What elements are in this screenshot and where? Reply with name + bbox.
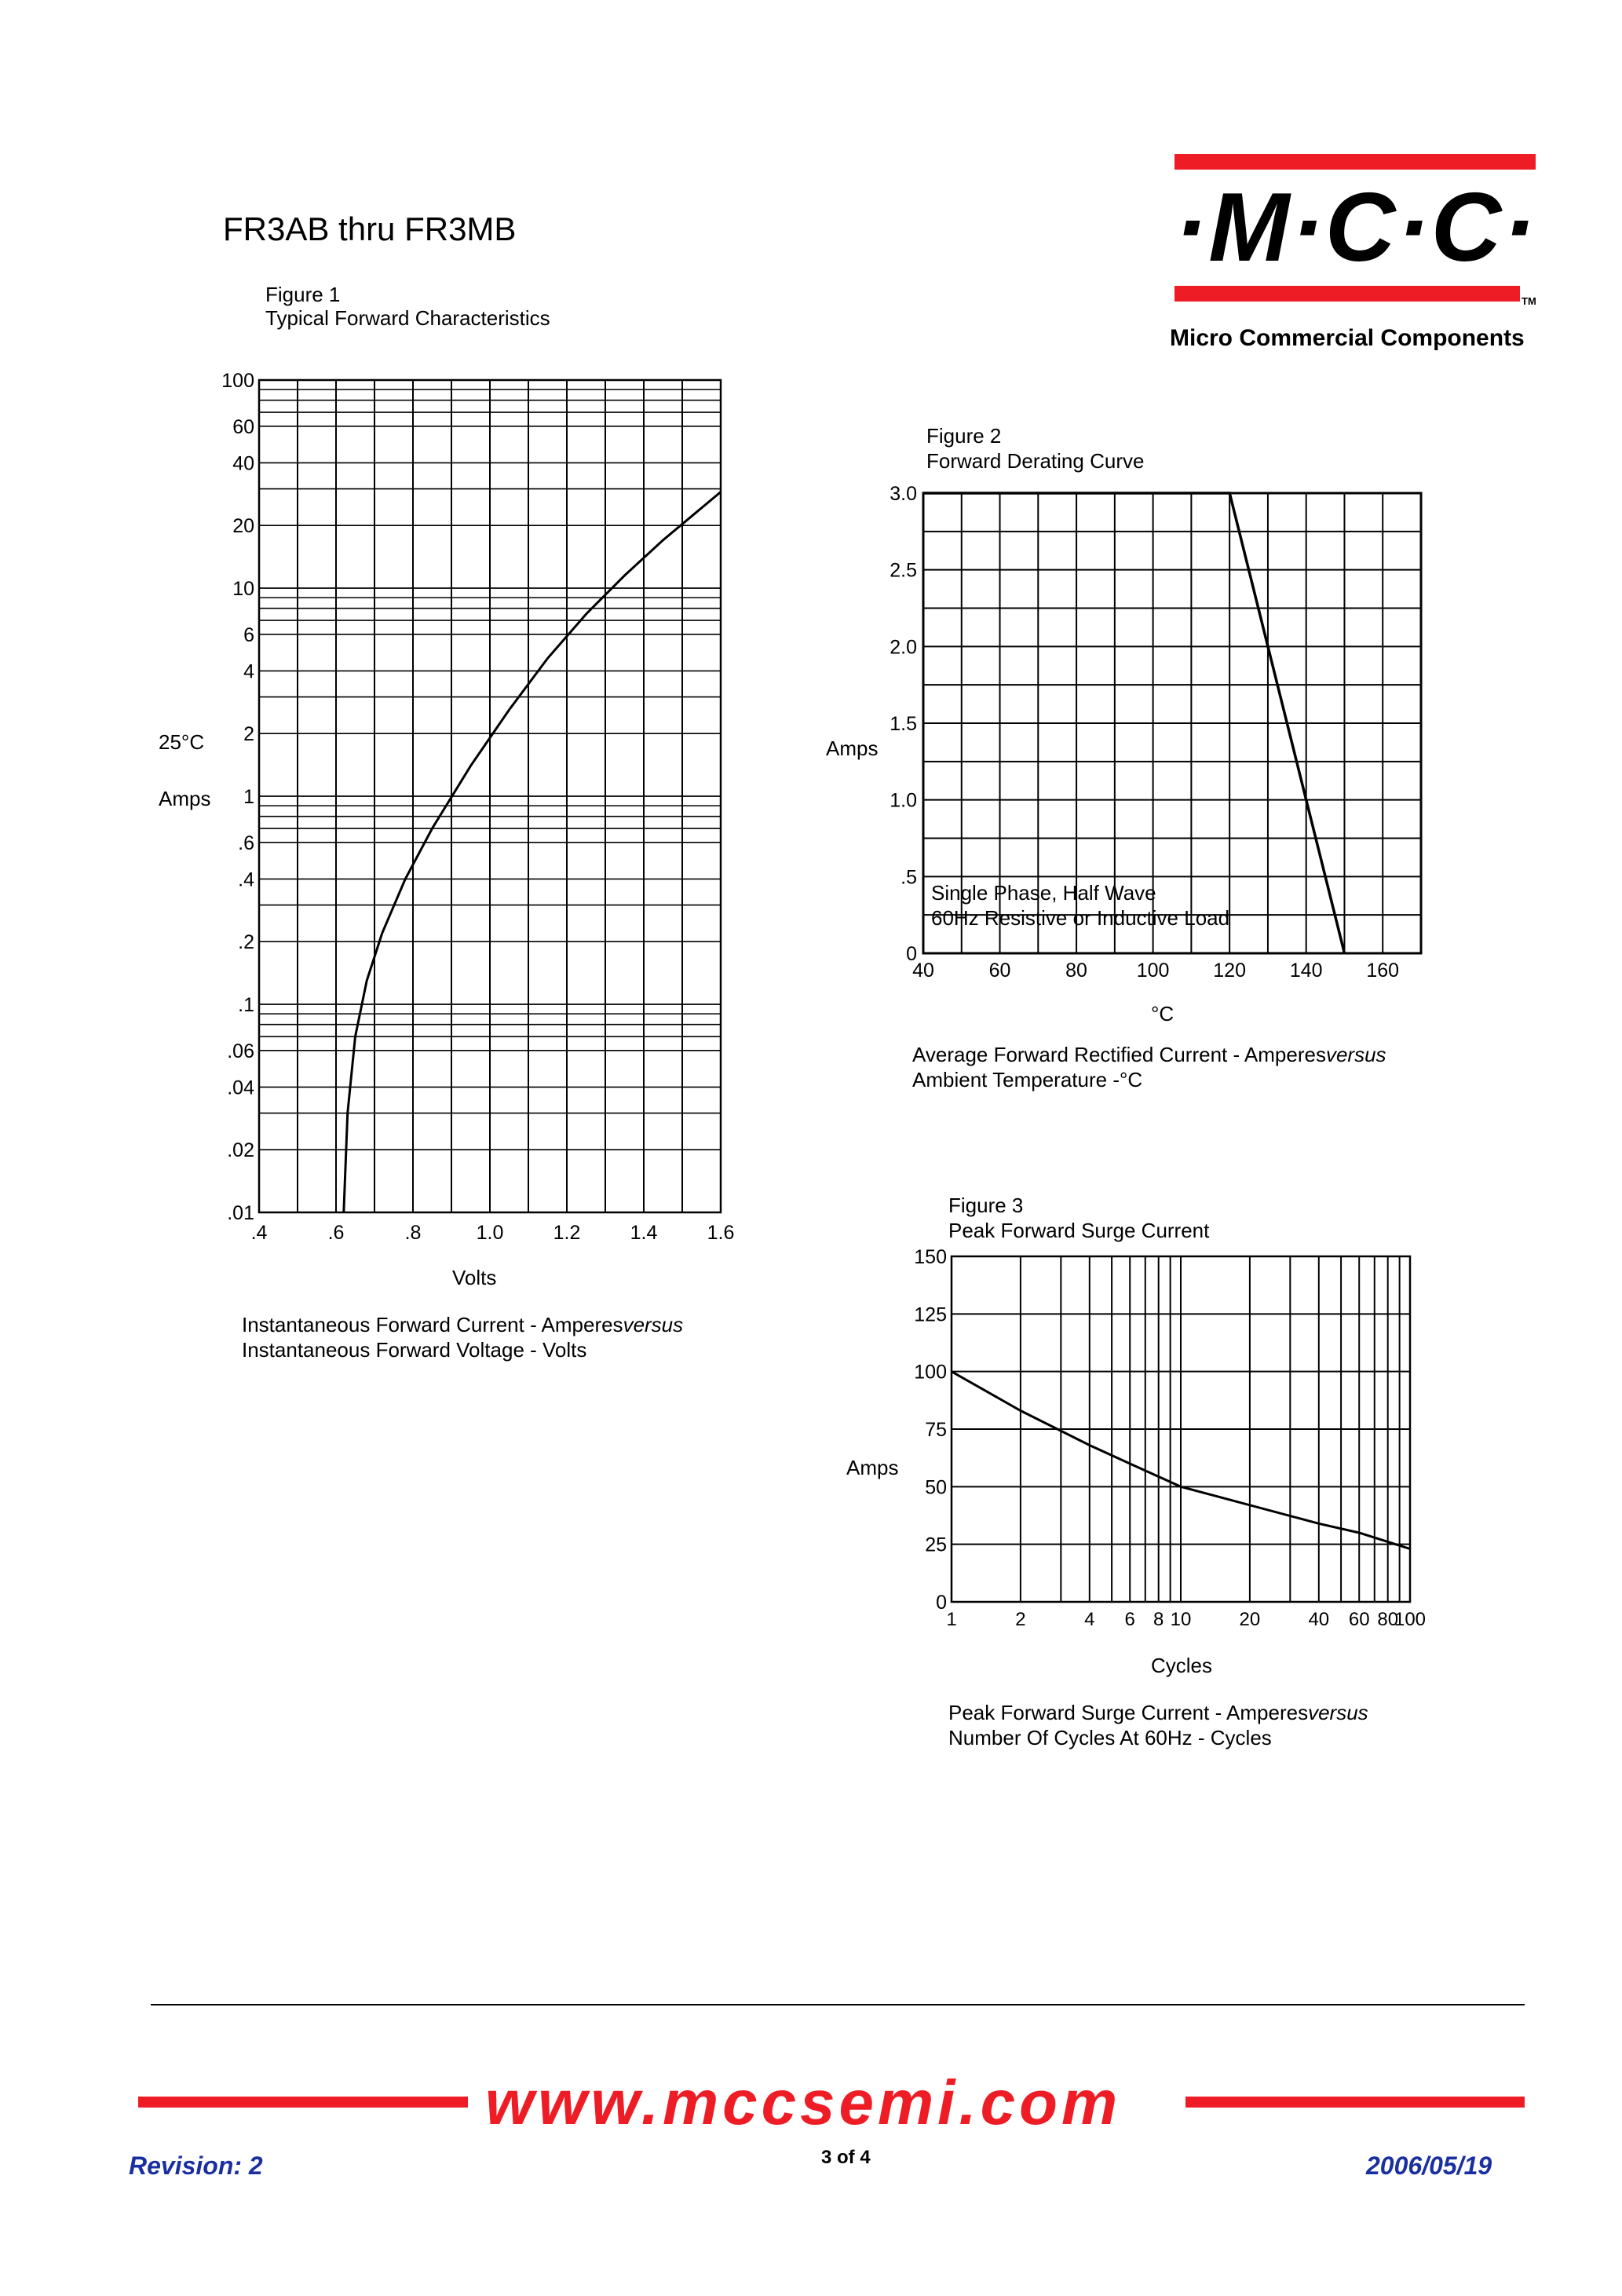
figure3-caption-text: Peak Forward Surge Current - Amperes [948,1701,1309,1724]
figure3-title: Peak Forward Surge Current [948,1219,1210,1242]
figure1-caption-versus: versus [623,1313,684,1336]
figure1-y-tick-label: .04 [227,1077,254,1099]
figure2-x-tick-label: 40 [912,960,934,982]
figure2-x-tick-label: 60 [988,960,1011,982]
figure3-y-tick-label: 150 [914,1246,947,1268]
figure3-x-tick-label: 2 [1015,1609,1026,1630]
figure1-ylabel-unit: Amps [159,787,211,810]
figure1-y-tick-label: 40 [232,452,254,475]
figure2-title: Forward Derating Curve [926,449,1145,473]
website-url[interactable] [485,2067,1121,2139]
figure2-y-tick-label: 1.5 [890,713,917,735]
figure3-x-tick-label: 6 [1124,1609,1135,1630]
figure2-number: Figure 2 [926,424,1002,448]
figure2-xlabel: °C [1151,1002,1174,1026]
figure1-x-tick-label: .6 [327,1222,345,1244]
figure1-y-tick-label: 2 [243,723,254,746]
figure1-y-tick-label: 10 [232,578,254,600]
figure3-y-tick-label: 25 [925,1534,947,1556]
figure3-x-tick-label: 8 [1153,1609,1164,1630]
revision-label: Revision: 2 [129,2152,263,2180]
logo-text: ·M·C·C· [1174,174,1537,282]
figure1-x-tick-label: .4 [250,1222,268,1244]
figure1-x-tick-label: 1.6 [707,1222,735,1244]
figure1-caption-line2: Instantaneous Forward Voltage - Volts [242,1338,587,1362]
figure2-x-tick-label: 140 [1289,960,1323,982]
figure1-y-tick-label: .01 [227,1202,254,1224]
figure3-x-tick-label: 80 [1377,1609,1399,1630]
figure2-x-tick-label: 160 [1366,960,1400,982]
figure3-ylabel: Amps [846,1456,899,1479]
figure3-caption-versus: versus [1308,1701,1368,1724]
figure2-caption-versus: versus [1325,1043,1386,1066]
page-number: 3 of 4 [821,2147,871,2168]
figure3-x-tick-label: 1 [946,1609,957,1630]
figure1-caption-text: Instantaneous Forward Current - Amperes [242,1313,623,1336]
figure3-y-tick-label: 0 [936,1592,947,1614]
trademark-mark: TM [1522,295,1536,307]
figure3-caption-line2: Number Of Cycles At 60Hz - Cycles [948,1726,1272,1749]
figure3-xlabel: Cycles [1151,1654,1213,1677]
figure1-y-tick-label: 60 [232,415,254,438]
figure1-x-tick-label: .8 [404,1222,422,1244]
figure3-x-tick-label: 100 [1394,1609,1427,1630]
figure3-x-tick-label: 4 [1084,1609,1095,1630]
figure3-number: Figure 3 [948,1194,1024,1217]
footer-rule [151,2004,1525,2005]
date-label: 2006/05/19 [1366,2152,1492,2180]
company-name: Micro Commercial Components [1170,325,1525,351]
figure2-x-tick-label: 100 [1136,960,1170,982]
figure1-y-tick-label: 6 [243,623,254,646]
figure2-y-tick-label: 2.5 [890,559,917,582]
figure1-y-tick-label: .02 [227,1139,254,1162]
figure2-y-tick-label: 0 [906,943,917,965]
figure3-y-tick-label: 50 [925,1476,947,1499]
figure1-number: Figure 1 [265,283,341,306]
figure3-y-tick-label: 125 [914,1303,947,1326]
figure3-y-tick-label: 75 [925,1419,947,1441]
figure2-ylabel: Amps [826,737,879,760]
figure2-y-tick-label: 3.0 [890,483,917,505]
figure3-grid [952,1256,1410,1602]
figure1-x-tick-label: 1.2 [553,1222,581,1244]
footer-right-bar [1185,2097,1525,2108]
footer-left-bar [138,2097,468,2108]
figure3-x-tick-label: 60 [1348,1609,1370,1630]
figure1-y-tick-label: .2 [238,931,254,954]
figure2-note-line1: Single Phase, Half Wave [931,881,1156,905]
figure2-note-line2: 60Hz Resistive or Inductive Load [931,906,1230,930]
figure3-y-tick-label: 100 [914,1361,947,1384]
figure2-caption-text: Average Forward Rectified Current - Amperes [912,1043,1326,1066]
figure1-xlabel: Volts [452,1266,497,1289]
figure1-y-tick-label: 20 [232,515,254,538]
figure1-y-tick-label: 4 [243,660,254,683]
figure2-caption-line2: Ambient Temperature -°C [912,1068,1143,1091]
figure1-y-tick-label: .4 [238,868,254,891]
figure1-y-tick-label: 1 [243,786,254,808]
figure3-x-tick-label: 40 [1308,1609,1330,1630]
figure1-title: Typical Forward Characteristics [265,306,550,330]
figure1-y-tick-label: .1 [238,994,254,1016]
figure3-x-tick-label: 20 [1239,1609,1261,1630]
figure2-y-tick-label: 1.0 [890,789,917,812]
figure3-x-tick-label: 10 [1170,1609,1192,1630]
figure2-y-tick-label: 2.0 [890,636,917,659]
website-url-suffix: .com [959,2067,1122,2137]
figure1-x-tick-label: 1.4 [630,1222,658,1244]
figure1-x-tick-label: 1.0 [476,1222,504,1244]
figure2-x-tick-label: 120 [1213,960,1247,982]
figure2-y-tick-label: .5 [901,866,917,889]
figure1-y-tick-label: .06 [227,1040,254,1062]
figure1-ylabel-temp: 25°C [159,730,205,754]
figure2-x-tick-label: 80 [1065,960,1087,982]
figure1-y-tick-label: .6 [238,832,254,854]
document-title: FR3AB thru FR3MB [223,210,517,247]
website-url-prefix: www.mccsemi [485,2067,959,2137]
figure1-y-tick-label: 100 [221,370,254,392]
figure3-caption-line1 [948,1701,1368,1725]
